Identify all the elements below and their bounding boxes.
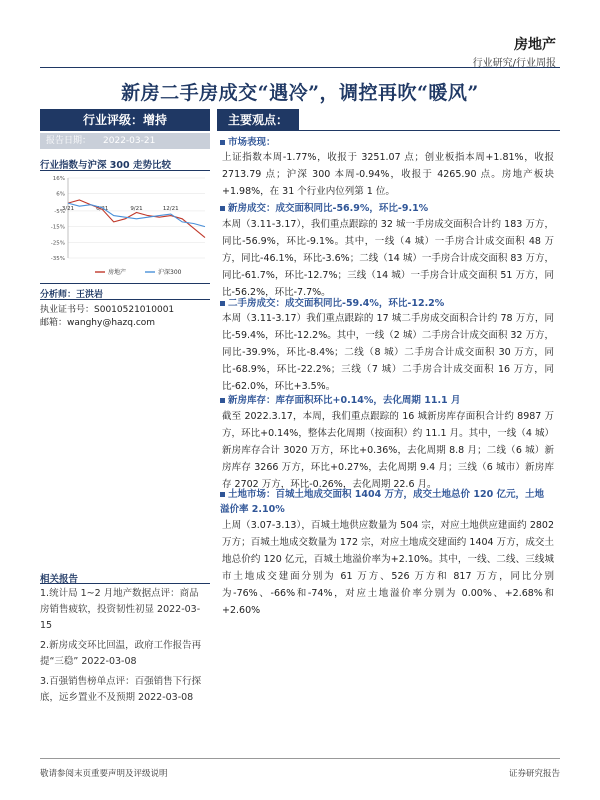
date-label: 报告日期： [46, 136, 92, 146]
chart-y-tick-label: 16% [52, 176, 65, 182]
related-report-item[interactable]: 1.统计局 1~2 月地产数据点评：商品房销售疲软，投资韧性初显 2022-03-15 [40, 588, 201, 631]
bullet-icon [220, 492, 225, 497]
section-text-second-hand: 本周（3.11-3.17）我们重点跟踪的 17 城二手房成交面积合计约 78 万方，同比-59.4%，环比-12.2%。其中，一线（2 城）二手房合计成交面积 32 万方，同比-39.9%，环比-8.4%；二线（8 城）二手房合计成交面积 30 万方，同比-68.9%，环比-22.2%；三线（7 城）二手房合计成交面积 16 万方，同比-62.0%，环比+3.5%。 [222, 313, 554, 392]
section-heading-new-home: 新房成交：成交面积同比-56.9%，环比-9.1% [220, 200, 428, 214]
chart-y-tick-label: -25% [50, 240, 65, 247]
chart-y-tick-label: -15% [50, 224, 65, 231]
header-industry: 房地产 [514, 37, 556, 53]
header-subtitle: 行业研究/行业周报 [472, 58, 556, 69]
related-reports-title: 相关报告 [40, 574, 79, 585]
footer-disclaimer: 敬请参阅末页重要声明及评级说明 [40, 769, 168, 779]
related-report-item[interactable]: 3.百强销售榜单点评：百强销售下行探底，远乡置业不及预期 2022-03-08 [40, 676, 202, 703]
chart-x-tick-label: 12/21 [162, 205, 179, 212]
chart-y-tick-label: -35% [50, 256, 65, 262]
related-reports-list [40, 586, 208, 710]
chart-title-divider [40, 170, 210, 171]
section-text-inventory: 截至 2022.3.17，本周，我们重点跟踪的 16 城新房库存面积合计约 8987 万方，环比+0.14%，整体去化周期（按面积）约 11.1 月。其中，一线（4 城）新房库存合计 3020 万方，环比+0.36%，去化周期 8.8 月；二线（6 城）新房库存 3266 万方，环比+0.27%，去化周期 9.4 月；三线（6 城市）新房库存 2702 万方，环比-0.26%，去化周期 22.6 月。 [222, 411, 554, 490]
footer-report-type: 证券研究报告 [508, 769, 560, 779]
report-title: 新房二手房成交“遇冷”，调控再吹“暖风” [121, 82, 479, 104]
chart-x-tick-label: 3/21 [61, 205, 75, 212]
section-text-market: 上证指数本周-1.77%，收报于 3251.07 点；创业板指本周+1.81%，收报 2713.79 点；沪深 300 本周-0.94%，收报于 4265.90 点。房地产板块+1.98%，在 31 个行业内位列第 1 位。 [222, 152, 554, 197]
related-report-item[interactable]: 2.新房成交环比回温，政府工作报告再提“三稳” 2022-03-08 [40, 640, 202, 667]
footer-divider [40, 758, 560, 759]
chart-grid [68, 178, 205, 258]
analyst-name: 分析师：王洪岩 [40, 290, 104, 300]
chart-legend-label: 房地产 [108, 269, 127, 276]
bullet-icon [220, 140, 225, 145]
section-heading-inventory: 新房库存：库存面积环比+0.14%，去化周期 11.1 月 [220, 392, 460, 406]
section-heading-second-hand: 二手房成交：成交面积同比-59.4%，环比-12.2% [220, 295, 444, 309]
bullet-icon [220, 206, 225, 211]
date-value: 2022-03-21 [103, 136, 156, 146]
section-heading-market: 市场表现： [220, 134, 276, 148]
section-heading-land: 土地市场：百城土地成交面积 1404 万方，成交土地总价 120 亿元，土地溢价率 2.10% [220, 489, 545, 515]
header-divider [40, 67, 560, 68]
main-points-divider [217, 130, 560, 131]
analyst-license: 执业证书号：S0010521010001 [40, 305, 175, 315]
analyst-divider [40, 299, 210, 300]
chart-legend-label: 沪深300 [158, 269, 182, 276]
bullet-icon [220, 398, 225, 403]
analyst-email[interactable]: 邮箱：wanghy@hazq.com [40, 318, 156, 328]
main-points-tag: 主要观点： [217, 109, 299, 131]
section-text-new-home: 本周（3.11-3.17），我们重点跟踪的 32 城一手房成交面积合计约 183 万方，同比-56.9%，环比-9.1%。其中，一线（4 城）一手房合计成交面积 48 万方，同比-46.1%，环比-3.6%；二线（14 城）一手房合计成交面积 83 万方，同比-61.7%，环比-12.7%；三线（14 城）一手房合计成交面积 51 万方，同比-56.2%，环比-7.7%。 [222, 219, 554, 298]
section-text-land: 上周（3.07-3.13），百城土地供应数量为 504 宗，对应土地供应建面约 2802 万方；百城土地成交数量为 172 宗，对应土地成交建面约 1404 万方，成交土地总价约 120 亿元，百城土地溢价率为+2.10%。其中，一线、二线、三线城市土地成交建面分别为 61 万方、526 万方和 817 万方，同比分别为-76%、-66%和-74%，对应土地溢价率分别为 0.00%、+2.68%和+2.60% [222, 520, 554, 616]
related-reports-divider [40, 583, 210, 584]
chart-x-tick-label: 6/21 [96, 205, 109, 212]
chart-legend [95, 268, 182, 276]
chart-y-tick-label: 6% [56, 191, 65, 198]
rating-label: 行业评级： [82, 113, 143, 127]
index-comparison-chart [40, 172, 210, 282]
analyst-top-divider [40, 283, 210, 284]
bullet-icon [220, 301, 225, 306]
chart-title: 行业指数与沪深 300 走势比较 [40, 160, 171, 171]
chart-y-ticks [51, 176, 65, 262]
chart-x-tick-label: 9/21 [130, 205, 143, 212]
report-date-row [40, 133, 210, 149]
chart-y-tick-label: -5% [54, 208, 65, 215]
rating-box [40, 109, 210, 131]
rating-value: 增持 [143, 113, 168, 127]
